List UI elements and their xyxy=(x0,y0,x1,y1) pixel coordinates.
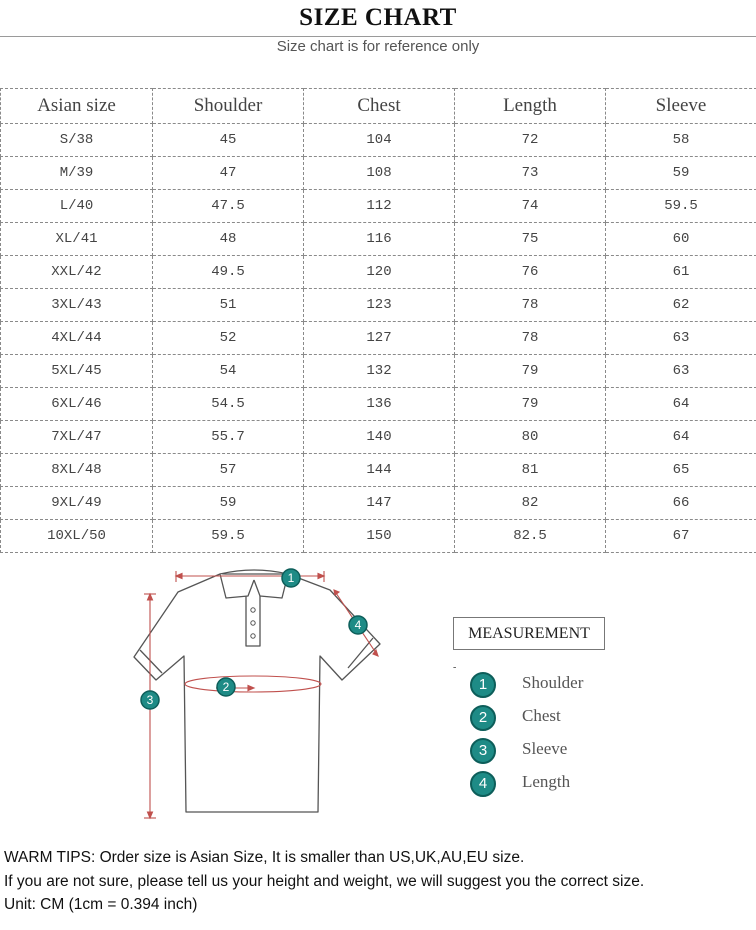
table-cell: 8XL/48 xyxy=(1,454,153,487)
table-cell: 147 xyxy=(304,487,455,520)
table-cell: 54 xyxy=(153,355,304,388)
table-cell: 150 xyxy=(304,520,455,553)
polo-shirt-measurement-icon xyxy=(120,562,410,832)
table-row xyxy=(1,124,756,157)
table-cell: 132 xyxy=(304,355,455,388)
table-cell: 49.5 xyxy=(153,256,304,289)
table-row xyxy=(1,388,756,421)
table-cell: 120 xyxy=(304,256,455,289)
table-body xyxy=(1,124,756,553)
legend-label: Chest xyxy=(522,706,561,725)
table-cell: 9XL/49 xyxy=(1,487,153,520)
table-cell: 47 xyxy=(153,157,304,190)
column-header: Shoulder xyxy=(153,89,304,124)
table-cell: 52 xyxy=(153,322,304,355)
warm-tips xyxy=(4,846,754,917)
measurement-legend xyxy=(470,670,670,802)
table-row xyxy=(1,190,756,223)
marker-1-label: 1 xyxy=(287,571,295,585)
legend-label: Shoulder xyxy=(522,673,584,692)
tips-line-1: WARM TIPS: Order size is Asian Size, It is smaller than US,UK,AU,EU size. xyxy=(4,849,525,866)
table-cell: 59.5 xyxy=(153,520,304,553)
table-cell: 57 xyxy=(153,454,304,487)
table-cell: 108 xyxy=(304,157,455,190)
table-header-row xyxy=(1,89,756,124)
table-cell: 62 xyxy=(606,289,756,322)
table-cell: 64 xyxy=(606,388,756,421)
column-header: Asian size xyxy=(1,89,153,124)
table-row xyxy=(1,421,756,454)
table-cell: 65 xyxy=(606,454,756,487)
table-cell: 59 xyxy=(153,487,304,520)
table-cell: 127 xyxy=(304,322,455,355)
table-cell: 5XL/45 xyxy=(1,355,153,388)
table-cell: 72 xyxy=(455,124,606,157)
table-row xyxy=(1,256,756,289)
table-row xyxy=(1,223,756,256)
column-header: Chest xyxy=(304,89,455,124)
table-cell: 10XL/50 xyxy=(1,520,153,553)
page-subtitle: Size chart is for reference only xyxy=(276,38,480,55)
table-cell: 63 xyxy=(606,322,756,355)
table-cell: XL/41 xyxy=(1,223,153,256)
table-cell: 47.5 xyxy=(153,190,304,223)
column-header: Length xyxy=(455,89,606,124)
table-cell: 63 xyxy=(606,355,756,388)
table-cell: 64 xyxy=(606,421,756,454)
table-cell: 6XL/46 xyxy=(1,388,153,421)
number-badge-icon: 3 xyxy=(470,738,496,764)
table-cell: 55.7 xyxy=(153,421,304,454)
legend-item-length xyxy=(470,769,670,802)
marker-3-label: 3 xyxy=(146,693,154,707)
tips-line-3: Unit: CM (1cm = 0.394 inch) xyxy=(4,896,198,913)
table-cell: 61 xyxy=(606,256,756,289)
table-cell: 59 xyxy=(606,157,756,190)
table-cell: 51 xyxy=(153,289,304,322)
number-badge-icon: 4 xyxy=(470,771,496,797)
legend-item-chest xyxy=(470,703,670,736)
table-cell: 140 xyxy=(304,421,455,454)
table-cell: 79 xyxy=(455,355,606,388)
title-divider xyxy=(0,36,756,37)
legend-label: Sleeve xyxy=(522,739,568,758)
page-title: SIZE CHART xyxy=(299,4,457,31)
table-cell: 54.5 xyxy=(153,388,304,421)
table-cell: 136 xyxy=(304,388,455,421)
table-cell: 59.5 xyxy=(606,190,756,223)
table-cell: 116 xyxy=(304,223,455,256)
table-cell: 58 xyxy=(606,124,756,157)
table-cell: 79 xyxy=(455,388,606,421)
legend-item-sleeve xyxy=(470,736,670,769)
table-cell: 67 xyxy=(606,520,756,553)
table-row xyxy=(1,487,756,520)
table-cell: XXL/42 xyxy=(1,256,153,289)
table-cell: 66 xyxy=(606,487,756,520)
table-cell: 75 xyxy=(455,223,606,256)
table-cell: 104 xyxy=(304,124,455,157)
legend-label: Length xyxy=(522,772,571,791)
table-cell: M/39 xyxy=(1,157,153,190)
table-row xyxy=(1,520,756,553)
table-cell: 123 xyxy=(304,289,455,322)
table-cell: 82 xyxy=(455,487,606,520)
table-cell: 48 xyxy=(153,223,304,256)
table-cell: 73 xyxy=(455,157,606,190)
table-row xyxy=(1,289,756,322)
marker-4-label: 4 xyxy=(354,618,362,632)
table-cell: 60 xyxy=(606,223,756,256)
table-cell: L/40 xyxy=(1,190,153,223)
measurement-title: MEASUREMENT xyxy=(453,617,605,650)
legend-item-shoulder xyxy=(470,670,670,703)
table-cell: 45 xyxy=(153,124,304,157)
column-header: Sleeve xyxy=(606,89,756,124)
table-row xyxy=(1,355,756,388)
table-cell: 80 xyxy=(455,421,606,454)
table-cell: 74 xyxy=(455,190,606,223)
table-row xyxy=(1,157,756,190)
table-cell: 78 xyxy=(455,322,606,355)
measurement-tick: - xyxy=(453,662,457,673)
table-cell: 78 xyxy=(455,289,606,322)
shirt-diagram xyxy=(120,562,410,832)
tips-line-2: If you are not sure, please tell us your height and weight, we will suggest you the correct size. xyxy=(4,872,645,890)
table-cell: 144 xyxy=(304,454,455,487)
table-cell: 3XL/43 xyxy=(1,289,153,322)
size-chart-table xyxy=(0,88,756,553)
number-badge-icon: 1 xyxy=(470,672,496,698)
table-cell: 112 xyxy=(304,190,455,223)
table-cell: 7XL/47 xyxy=(1,421,153,454)
table-cell: 4XL/44 xyxy=(1,322,153,355)
table-cell: 76 xyxy=(455,256,606,289)
table-cell: 81 xyxy=(455,454,606,487)
table-cell: S/38 xyxy=(1,124,153,157)
marker-2-label: 2 xyxy=(222,680,230,694)
table-row xyxy=(1,454,756,487)
number-badge-icon: 2 xyxy=(470,705,496,731)
table-cell: 82.5 xyxy=(455,520,606,553)
table-row xyxy=(1,322,756,355)
